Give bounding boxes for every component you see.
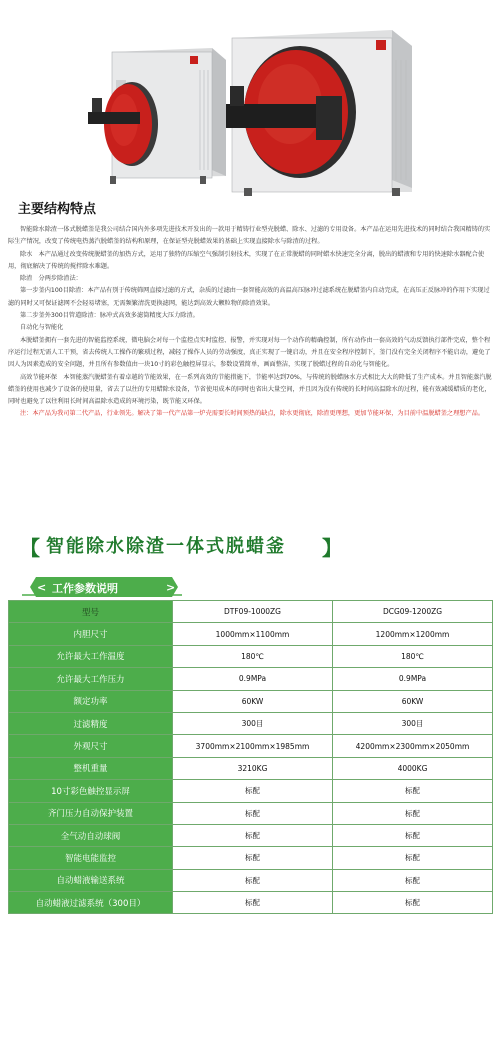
parameters-tab bbox=[22, 575, 182, 601]
table-row bbox=[9, 780, 493, 802]
row-label: 允许最大工作温度 bbox=[9, 645, 173, 667]
table-row bbox=[9, 623, 493, 645]
row-value-1: 3700mm×2100mm×1985mm bbox=[173, 735, 333, 757]
tab-label: 工作参数说明 bbox=[52, 582, 118, 595]
table-header-row bbox=[9, 601, 493, 623]
table-row bbox=[9, 645, 493, 667]
table-row bbox=[9, 847, 493, 869]
row-value-1: 1000mm×1100mm bbox=[173, 623, 333, 645]
row-label: 10寸彩色触控显示屏 bbox=[9, 780, 173, 802]
table-row bbox=[9, 802, 493, 824]
model-2: DCG09-1200ZG bbox=[333, 601, 493, 623]
row-label: 过滤精度 bbox=[9, 712, 173, 734]
row-value-2: 标配 bbox=[333, 802, 493, 824]
model-label: 型号 bbox=[9, 601, 173, 623]
table-row bbox=[9, 892, 493, 914]
description-text bbox=[8, 224, 494, 421]
row-label: 内胆尺寸 bbox=[9, 623, 173, 645]
row-label: 自动蜡液过滤系统（300目） bbox=[9, 892, 173, 914]
table-row bbox=[9, 757, 493, 779]
table-row bbox=[9, 735, 493, 757]
large-machine bbox=[226, 30, 412, 196]
paragraph-water-removal: 除水 本产品通过改变传统脱蜡釜的加热方式，运用了独特的压缩空气强制引射技术，实现了在正常脱蜡的同时蜡水快速完全分离，脱出的蜡液和专用的快速除水器配合使用，彻底解决了传统的搅拌除水难题。 bbox=[8, 250, 485, 270]
paragraph-automation-heading: 自动化与智能化 bbox=[20, 324, 64, 332]
row-value-2: 0.9MPa bbox=[333, 668, 493, 690]
row-value-2: 1200mm×1200mm bbox=[333, 623, 493, 645]
row-value-1: 标配 bbox=[173, 847, 333, 869]
row-value-1: 标配 bbox=[173, 892, 333, 914]
row-label: 外观尺寸 bbox=[9, 735, 173, 757]
row-value-1: 0.9MPa bbox=[173, 668, 333, 690]
row-value-1: 180℃ bbox=[173, 645, 333, 667]
row-value-1: 3210KG bbox=[173, 757, 333, 779]
row-value-2: 标配 bbox=[333, 780, 493, 802]
row-value-2: 标配 bbox=[333, 869, 493, 891]
row-value-2: 4200mm×2300mm×2050mm bbox=[333, 735, 493, 757]
row-label: 自动蜡液输送系统 bbox=[9, 869, 173, 891]
row-label: 智能电能监控 bbox=[9, 847, 173, 869]
banner-title: 智能除水除渣一体式脱蜡釜 bbox=[46, 536, 286, 557]
table-row bbox=[9, 824, 493, 846]
row-value-2: 180℃ bbox=[333, 645, 493, 667]
product-note: 注：本产品为我司第二代产品，行业领先。解决了第一代产品第一炉壳需要长时间预热的缺点，除水更彻底，除渣更理想，更加节能环保，为目前中温脱蜡釜之理想产品。 bbox=[20, 410, 485, 418]
row-label: 允许最大工作压力 bbox=[9, 668, 173, 690]
row-value-1: 标配 bbox=[173, 869, 333, 891]
row-value-2: 标配 bbox=[333, 824, 493, 846]
model-1: DTF09-1000ZG bbox=[173, 601, 333, 623]
row-label: 齐门压力自动保护装置 bbox=[9, 802, 173, 824]
tab-left-chevron: < bbox=[37, 581, 47, 594]
table-row bbox=[9, 869, 493, 891]
row-value-2: 4000KG bbox=[333, 757, 493, 779]
paragraph-intro: 智能除水除渣一体式脱蜡釜是我公司结合国内外多项先进技术开发出的一款用于精铸行业型壳脱蜡、除水、过滤的专用设备。本产品在运用先进技术的同时结合我国精铸的实际生产情况，改变了传统电热蒸汽脱蜡釜的结构和原理，在保证型壳脱蜡效果的基础上实现直接除水与除渣的过程。 bbox=[8, 226, 491, 246]
tab-right-chevron: > bbox=[166, 581, 176, 594]
banner-right-bracket: 】 bbox=[322, 536, 342, 560]
small-machine bbox=[88, 48, 226, 184]
banner-left-bracket: 【 bbox=[20, 536, 40, 560]
row-label: 额定功率 bbox=[9, 690, 173, 712]
table-row bbox=[9, 712, 493, 734]
table-row bbox=[9, 690, 493, 712]
row-value-1: 标配 bbox=[173, 802, 333, 824]
table-row bbox=[9, 668, 493, 690]
paragraph-step-two: 第二步釜外300目管道除渣：脉冲式高效多滤筒精度大压力除渣。 bbox=[20, 312, 199, 320]
paragraph-slag-removal: 除渣 分两步除渣法： bbox=[20, 275, 82, 283]
row-value-1: 标配 bbox=[173, 824, 333, 846]
product-photo bbox=[0, 0, 500, 198]
section-title: 主要结构特点 bbox=[18, 202, 97, 217]
row-label: 全气动自动球阀 bbox=[9, 824, 173, 846]
spec-table bbox=[8, 600, 493, 914]
row-value-2: 标配 bbox=[333, 847, 493, 869]
row-value-2: 标配 bbox=[333, 892, 493, 914]
paragraph-automation: 本脱蜡釜拥有一套先进的智能监控系统，微电脑会对每一个监控点实时监控、报警，并实现对每一个动作的精确控制，所有动作由一套高效的气动反馈执行部件完成，整个程序运行过程无需人工干预，省去传统人工操作的繁琐过程，减轻了操作人员的劳动强度，真正实现了一键启动，并且在安全程序控制下，釜门没有完全关闭程序不能启动，避免了因人为因素造成的安全问题，并且所有参数值由一块10寸的彩色触控屏显示，参数设置简单，画面整洁，实现了脱蜡过程的自动化与智能化。 bbox=[8, 336, 491, 369]
row-value-2: 300目 bbox=[333, 712, 493, 734]
machines-illustration bbox=[0, 0, 500, 198]
paragraph-energy: 高效节能环保 本智能蒸汽脱蜡釜有着卓越的节能效果，在一系列高效的节能措施下，节能率达到70%，与传统的脱蜡脉水方式相比大大的降低了生产成本。并且智能蒸汽脱蜡釜的使用也减少了设备的使用量，省去了以往的专用蜡除水设备，节省使用成本的同时也省出大量空间，并且因为没有传统的长时间高温除水的过程，能有效减缓蜡质的老化，同时也避免了以往利用长时间高温除水造成的环境污染，既节能又环保。 bbox=[8, 373, 492, 406]
row-value-1: 标配 bbox=[173, 780, 333, 802]
row-value-1: 300目 bbox=[173, 712, 333, 734]
paragraph-step-one: 第一步釜内100目除渣：本产品有别于传统筛网直接过滤的方式，杂质的过滤由一套智能高效的高温高压脉冲过滤系统在脱蜡釜内自动完成，在高压正反脉冲的作用下实现过滤的同时又可保证滤网不会轻易堵塞，无需频繁清洗更换滤网，能达到高效大颗粒物的除渣效果。 bbox=[8, 287, 490, 307]
row-label: 整机重量 bbox=[9, 757, 173, 779]
row-value-2: 60KW bbox=[333, 690, 493, 712]
row-value-1: 60KW bbox=[173, 690, 333, 712]
